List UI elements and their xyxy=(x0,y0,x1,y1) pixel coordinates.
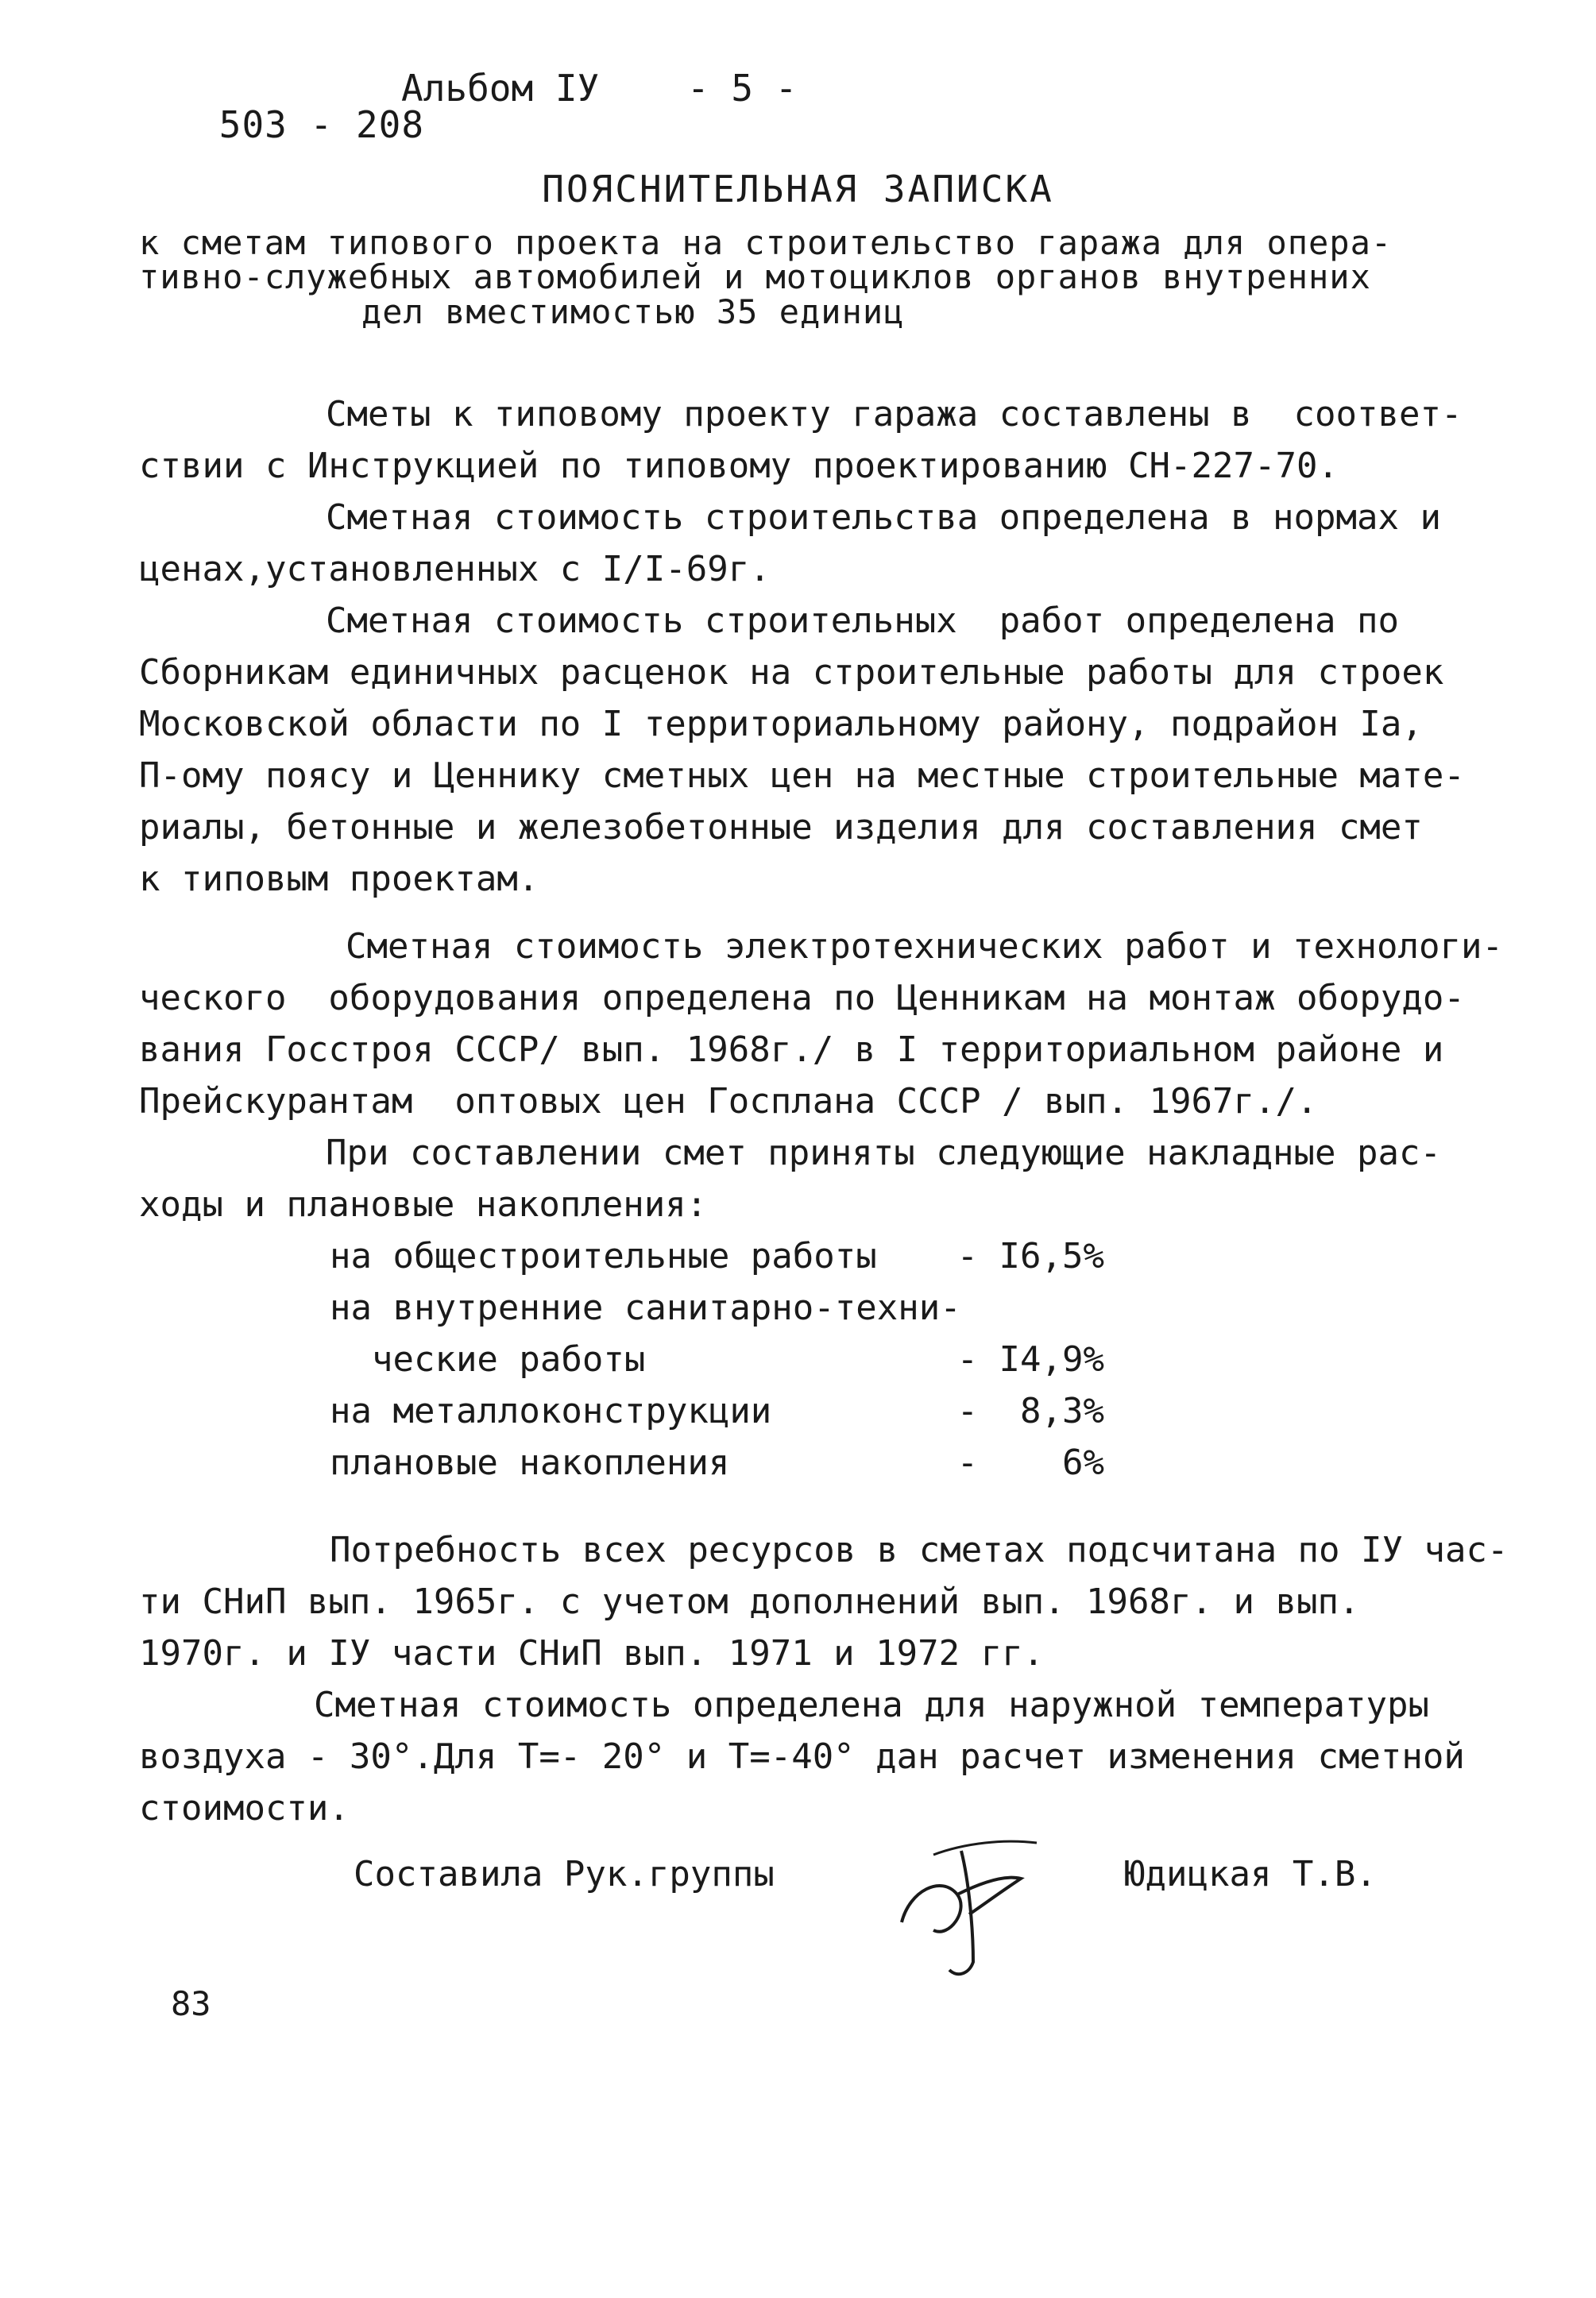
page-number: - 5 - xyxy=(687,67,798,110)
paragraph-line: Потребность всех ресурсов в сметах подсчитана по IУ час- xyxy=(330,1530,1509,1570)
rate-label: на внутренние санитарно-техни- xyxy=(330,1288,961,1328)
subtitle-line: тивно-служебных автомобилей и мотоциклов органов внутренних xyxy=(139,257,1371,296)
paragraph-line: к типовым проектам. xyxy=(139,859,539,899)
subtitle-line: к сметам типового проекта на строительство гаража для опера- xyxy=(139,223,1393,262)
paragraph-line: При составлении смет приняты следующие накладные рас- xyxy=(326,1133,1441,1173)
signature-role: Составила Рук.группы xyxy=(354,1854,775,1894)
rate-value: - I6,5% xyxy=(956,1236,1104,1276)
paragraph-line: П-ому поясу и Ценнику сметных цен на местные строительные мате- xyxy=(139,755,1465,796)
signatory-name: Юдицкая Т.В. xyxy=(1124,1854,1377,1894)
footer-number: 83 xyxy=(171,1984,211,2023)
paragraph-line: Прейскурантам оптовых цен Госплана СССР / вып. 1967г./. xyxy=(139,1081,1318,1122)
paragraph-line: Сметная стоимость строительства определена в нормах и xyxy=(326,497,1441,538)
subtitle-line: дел вместимостью 35 единиц xyxy=(361,292,905,331)
paragraph-line: Сметная стоимость электротехнических работ и технологи- xyxy=(346,926,1503,967)
paragraph-line: ствии с Инструкцией по типовому проектированию СН-227-70. xyxy=(139,446,1339,486)
paragraph-line: ценах,установленных с I/I-69г. xyxy=(139,549,771,589)
rate-label: на общестроительные работы xyxy=(330,1236,877,1276)
paragraph-line: 1970г. и IУ части СНиП вып. 1971 и 1972 гг. xyxy=(139,1633,1045,1674)
album-label: Альбом IУ xyxy=(401,67,600,110)
rate-value: - 6% xyxy=(956,1443,1104,1483)
rate-label: ческие работы xyxy=(330,1339,646,1380)
rate-value: - 8,3% xyxy=(956,1391,1104,1431)
paragraph-line: Сметы к типовому проекту гаража составлены в соответ- xyxy=(326,394,1463,434)
paragraph-line: стоимости. xyxy=(139,1788,350,1829)
paragraph-line: ходы и плановые накопления: xyxy=(139,1184,708,1225)
rate-label: на металлоконструкции xyxy=(330,1391,772,1431)
paragraph-line: Сборникам единичных расценок на строительные работы для строек xyxy=(139,652,1444,693)
paragraph-line: вания Госстроя СССР/ вып. 1968г./ в I территориальном районе и xyxy=(139,1029,1444,1070)
rate-label: плановые накопления xyxy=(330,1443,730,1483)
project-code: 503 - 208 xyxy=(218,103,425,146)
paragraph-line: Сметная стоимость строительных работ определена по xyxy=(326,601,1400,641)
paragraph-line: ческого оборудования определена по Ценникам на монтаж оборудо- xyxy=(139,978,1465,1018)
paragraph-line: воздуха - 30°.Для Т=- 20° и Т=-40° дан расчет изменения сметной xyxy=(139,1736,1465,1777)
handwritten-signature xyxy=(886,1819,1045,1978)
paragraph-line: риалы, бетонные и железобетонные изделия для составления смет xyxy=(139,807,1423,848)
rate-value: - I4,9% xyxy=(956,1339,1104,1380)
paragraph-line: ти СНиП вып. 1965г. с учетом дополнений вып. 1968г. и вып. xyxy=(139,1582,1360,1622)
document-title: ПОЯСНИТЕЛЬНАЯ ЗАПИСКА xyxy=(542,168,1054,210)
paragraph-line: Сметная стоимость определена для наружной температуры xyxy=(314,1685,1429,1725)
paragraph-line: Московской области по I территориальному району, подрайон Iа, xyxy=(139,704,1423,744)
